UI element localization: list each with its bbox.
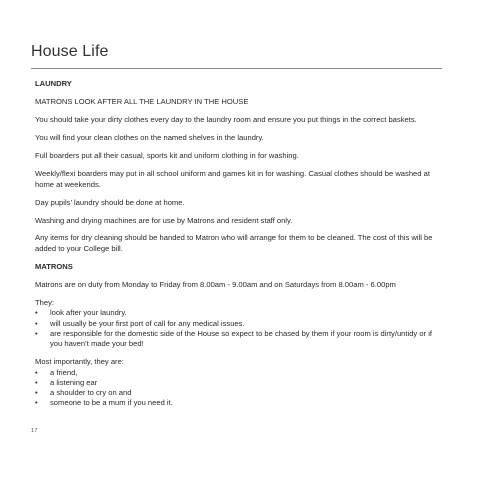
bullet-list-most-importantly [35, 368, 445, 409]
paragraph: MATRONS LOOK AFTER ALL THE LAUNDRY IN THE HOUSE [35, 97, 249, 107]
paragraph: Any items for dry cleaning should be handed to Matron who will arrange for them to be cleaned. The cost of this will be added to your College bill. [35, 233, 433, 253]
list-item: • a listening ear [35, 378, 445, 388]
page-number: 17 [31, 428, 38, 434]
paragraph: You should take your dirty clothes every day to the laundry room and ensure you put things in the correct baskets. [35, 115, 417, 125]
list-item: • a friend, [35, 368, 445, 378]
section-heading-matrons: MATRONS [35, 261, 73, 271]
paragraph: You will find your clean clothes on the named shelves in the laundry. [35, 133, 264, 143]
paragraph-duty-hours: Matrons are on duty from Monday to Friday from 8.00am - 9.00am and on Saturdays from 8.00am - 6.00pm [35, 280, 396, 290]
page-title: House Life [31, 43, 109, 60]
paragraph: Day pupils’ laundry should be done at home. [35, 197, 185, 207]
list-item: • will usually be your first port of call for any medical issues. [35, 319, 445, 329]
section-heading-laundry: LAUNDRY [35, 79, 72, 88]
list-lead-they: They: [35, 298, 54, 308]
paragraph: Full boarders put all their casual, sports kit and uniform clothing in for washing. [35, 151, 299, 161]
list-item: • a shoulder to cry on and [35, 388, 445, 398]
list-item: • are responsible for the domestic side of the House so expect to be chased by them if your room is dirty/untidy or if you haven’t made your bed! [35, 329, 445, 350]
paragraph: Weekly/flexi boarders may put in all school uniform and games kit in for washing. Casual clothes should be washed at home at weekends. [35, 169, 430, 189]
bullet-list-they [35, 308, 445, 349]
list-item: • look after your laundry. [35, 308, 445, 318]
list-item: • someone to be a mum if you need it. [35, 398, 445, 408]
list-lead-most-importantly: Most importantly, they are: [35, 357, 124, 367]
document-body [35, 75, 445, 416]
paragraph: Washing and drying machines are for use by Matrons and resident staff only. [35, 215, 293, 225]
title-divider [31, 68, 442, 69]
